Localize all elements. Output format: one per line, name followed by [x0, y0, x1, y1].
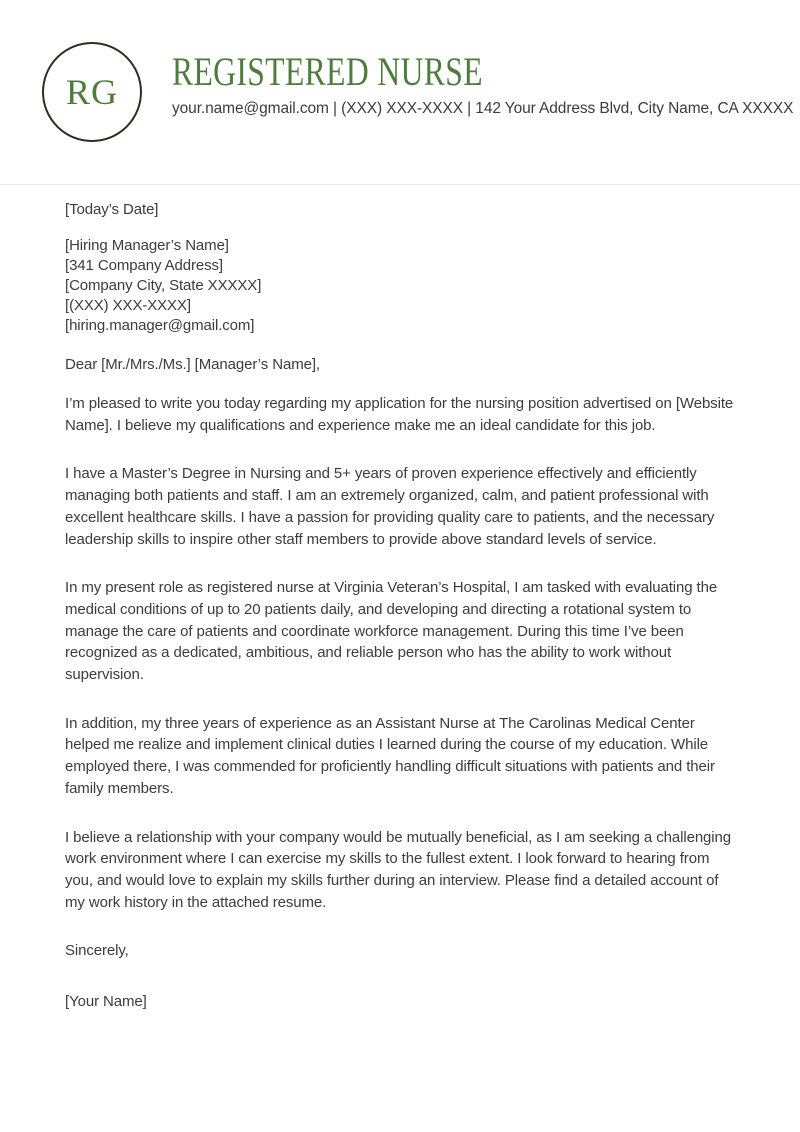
letter-header [0, 0, 800, 185]
recipient-line-city-state: [Company City, State XXXXX] [65, 277, 262, 294]
contact-line: your.name@gmail.com | (XXX) XXX-XXXX | 142 Your Address Blvd, City Name, CA XXXXX [172, 100, 794, 117]
page-title: REGISTERED NURSE [172, 49, 483, 94]
header-text-block [172, 49, 794, 119]
date-line: [Today’s Date] [65, 201, 159, 218]
signature-line: [Your Name] [65, 993, 147, 1011]
body-paragraph-current-role: In my present role as registered nurse at Virginia Veteran’s Hospital, I am tasked with evaluating the medical conditions of up to 20 patients daily, and developing and directing a rotational system to manage the care of patients and coordinate workforce management. During this time I’ve been recognized as a dedicated, ambitious, and reliable person who has the ability to work without supervision. [65, 579, 718, 684]
recipient-line-address: [341 Company Address] [65, 257, 223, 274]
body-paragraph-closing-pitch: I believe a relationship with your company would be mutually beneficial, as I am seeking a challenging work environment where I can exercise my skills to the fullest extent. I look forward to hearing from you, and would love to explain my skills further during an interview. Please find a detailed account of my work history in the attached resume. [65, 828, 732, 911]
closing-line: Sincerely, [65, 942, 129, 960]
salutation: Dear [Mr./Mrs./Ms.] [Manager’s Name], [65, 356, 320, 373]
recipient-line-name: [Hiring Manager’s Name] [65, 237, 229, 254]
monogram-badge [42, 42, 142, 142]
letter-body [0, 185, 800, 1052]
body-paragraph-qualifications: I have a Master’s Degree in Nursing and 5+ years of proven experience effectively and efficiently managing both patients and staff. I am an extremely organized, calm, and patient professional with excellent healthcare skills. I have a passion for providing quality care to patients, and the necessary leadership skills to inspire other staff members to provide above standard levels of service. [65, 465, 715, 548]
recipient-line-phone: [(XXX) XXX-XXXX] [65, 297, 191, 314]
recipient-block [65, 236, 741, 336]
recipient-line-email: [hiring.manager@gmail.com] [65, 317, 255, 334]
body-paragraph-past-experience: In addition, my three years of experience as an Assistant Nurse at The Carolinas Medical Center helped me realize and implement clinical duties I learned during the course of my education. While employed there, I was commended for proficiently handling difficult situations with patients and their family members. [65, 714, 715, 797]
monogram-initials: RG [65, 72, 118, 112]
body-paragraph-intro: I’m pleased to write you today regarding my application for the nursing position advertised on [Website Name]. I believe my qualifications and experience make me an ideal candidate for this job. [65, 395, 734, 434]
